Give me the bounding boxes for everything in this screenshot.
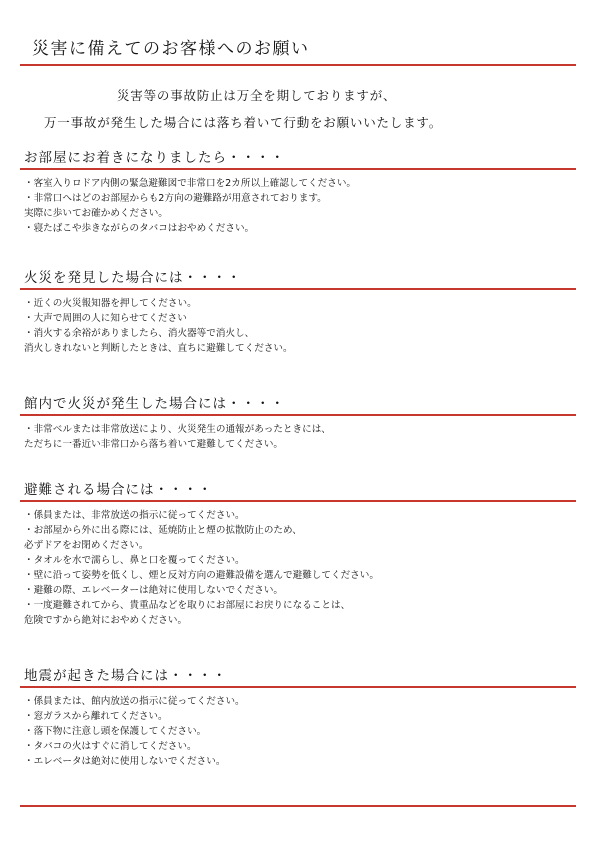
section-list-earthquake <box>24 694 245 769</box>
section-heading-evacuation: 避難される場合には・・・・ <box>24 482 213 498</box>
list-item: 危険ですから絶対におやめください。 <box>24 615 188 626</box>
list-item: ・係員または、非常放送の指示に従ってください。 <box>24 510 245 521</box>
list-item: ただちに一番近い非常口から落ち着いて避難してください。 <box>24 439 284 450</box>
section-heading-fire-in-building: 館内で火災が発生した場合には・・・・ <box>24 396 285 412</box>
section-rule-arrival <box>20 168 576 170</box>
intro-line-1: 災害等の事故防止は万全を期しておりますが、 <box>117 88 397 103</box>
section-heading-earthquake: 地震が起きた場合には・・・・ <box>24 668 227 684</box>
list-item: ・寝たばこや歩きながらのタバコはおやめください。 <box>24 223 255 234</box>
section-heading-arrival: お部屋にお着きになりましたら・・・・ <box>24 150 285 166</box>
list-item: ・客室入りロドア内側の緊急避難図で非常口を2カ所以上確認してください。 <box>24 178 357 189</box>
list-item: ・非常ベルまたは非常放送により、火災発生の通報があったときには、 <box>24 424 331 435</box>
list-item: ・タオルを水で濡らし、鼻と口を覆ってください。 <box>24 555 245 566</box>
list-item: 必ずドアをお閉めください。 <box>24 540 149 551</box>
list-item: ・消火する余裕がありましたら、消火器等で消火し、 <box>24 328 255 339</box>
section-list-fire-discovered <box>24 296 293 356</box>
page-title: 災害に備えてのお客様へのお願い <box>32 39 310 59</box>
title-rule <box>20 64 576 66</box>
list-item: ・お部屋から外に出る際には、延焼防止と煙の拡散防止のため、 <box>24 525 302 536</box>
list-item: ・エレベータは絶対に使用しないでください。 <box>24 756 226 767</box>
list-item: 消火しきれないと判断したときは、直ちに避難してください。 <box>24 343 293 354</box>
section-list-fire-in-building <box>24 422 331 452</box>
section-rule-fire-discovered <box>20 288 576 290</box>
list-item: ・大声で周囲の人に知らせてください <box>24 313 187 324</box>
footer-rule <box>20 805 576 807</box>
section-list-evacuation <box>24 508 379 628</box>
section-list-arrival <box>24 176 356 236</box>
list-item: ・非常口へはどのお部屋からも2方向の避難路が用意されております。 <box>24 193 327 204</box>
list-item: ・避難の際、エレベーターは絶対に使用しないでください。 <box>24 585 284 596</box>
list-item: ・近くの火災報知器を押してください。 <box>24 298 197 309</box>
list-item: ・一度避難されてから、貴重品などを取りにお部屋にお戻りになることは、 <box>24 600 351 611</box>
list-item: 実際に歩いてお確かめください。 <box>24 208 168 219</box>
list-item: ・壁に沿って姿勢を低くし、煙と反対方向の避難設備を選んで避難してください。 <box>24 570 379 581</box>
list-item: ・窓ガラスから離れてください。 <box>24 711 168 722</box>
section-heading-fire-discovered: 火災を発見した場合には・・・・ <box>24 270 242 286</box>
intro-line-2: 万一事故が発生した場合には落ち着いて行動をお願いいたします。 <box>44 115 443 130</box>
list-item: ・係員または、館内放送の指示に従ってください。 <box>24 696 245 707</box>
list-item: ・タバコの火はすぐに消してください。 <box>24 741 197 752</box>
section-rule-evacuation <box>20 500 576 502</box>
section-rule-fire-in-building <box>20 414 576 416</box>
list-item: ・落下物に注意し頭を保護してください。 <box>24 726 207 737</box>
section-rule-earthquake <box>20 686 576 688</box>
